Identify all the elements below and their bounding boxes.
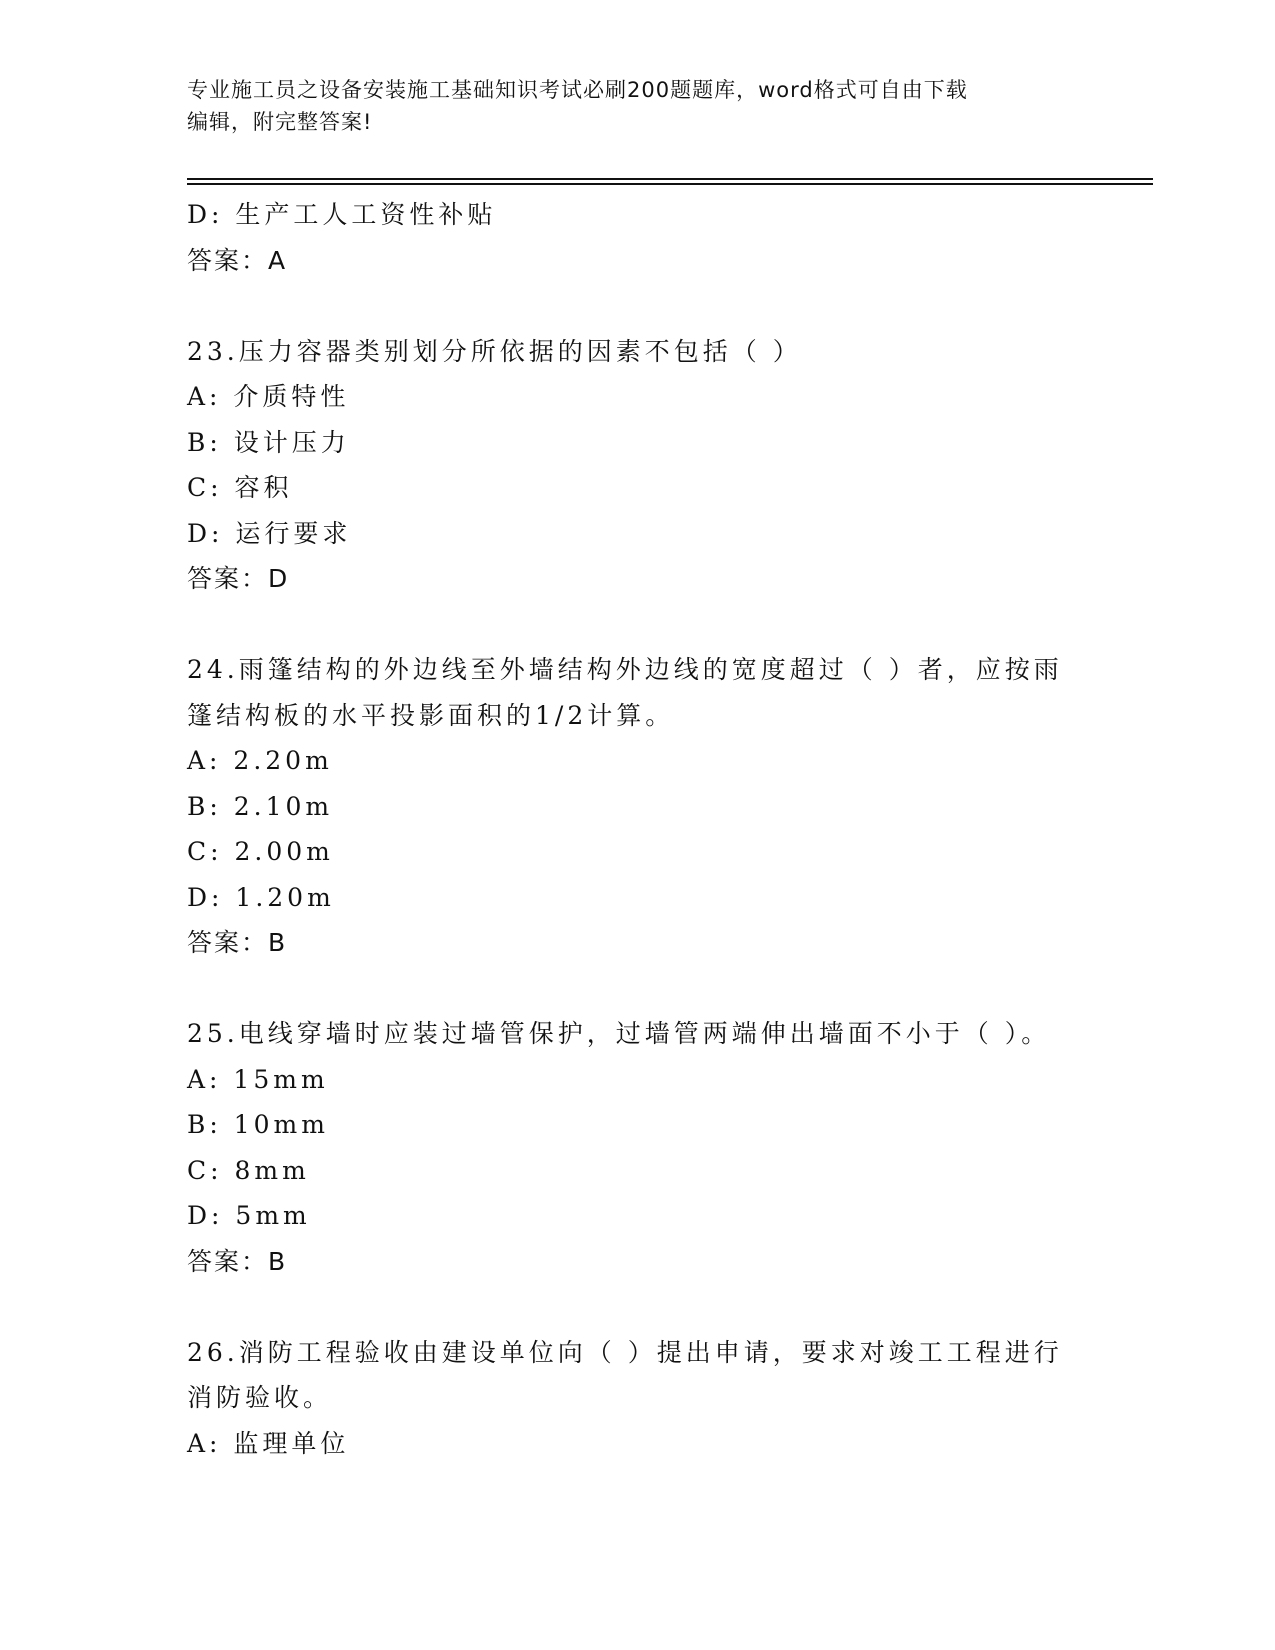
option-d: D: 1.20m [187, 882, 335, 912]
question-23 [187, 329, 1067, 602]
option-d: D: 5mm [187, 1201, 311, 1230]
question-stem: 25.电线穿墙时应装过墙管保护，过墙管两端伸出墙面不小于（ ）。 [187, 1019, 1051, 1048]
answer-line: 答案：A [187, 245, 288, 275]
option-a: A: 介质特性 [187, 382, 350, 411]
previous-question-tail [187, 192, 1067, 283]
header-line-2: 编辑，附完整答案! [187, 110, 373, 134]
option-a: A: 监理单位 [187, 1428, 350, 1458]
option-a: A: 2.20m [187, 746, 333, 775]
document-header [187, 74, 1067, 138]
option-d: D: 生产工人工资性补贴 [187, 200, 497, 229]
option-b: B: 10mm [187, 1110, 329, 1139]
question-stem-line-2: 篷结构板的水平投影面积的1/2计算。 [187, 700, 675, 730]
question-stem-line-2: 消防验收。 [187, 1383, 333, 1412]
header-line-1: 专业施工员之设备安装施工基础知识考试必刷200题题库，word格式可自由下载 [187, 78, 968, 102]
answer-line: 答案：B [187, 1246, 288, 1276]
question-stem-line-1: 26.消防工程验收由建设单位向（ ）提出申请，要求对竣工工程进行 [187, 1337, 1063, 1367]
option-c: C: 2.00m [187, 837, 334, 866]
question-25 [187, 1011, 1067, 1284]
answer-line: 答案：D [187, 564, 290, 593]
option-b: B: 设计压力 [187, 427, 350, 457]
question-stem: 23.压力容器类别划分所依据的因素不包括（ ） [187, 336, 802, 366]
option-c: C: 容积 [187, 473, 293, 502]
answer-line: 答案：B [187, 928, 288, 957]
option-d: D: 运行要求 [187, 518, 352, 548]
header-divider-bottom [187, 183, 1153, 185]
option-c: C: 8mm [187, 1155, 310, 1185]
option-b: B: 2.10m [187, 791, 334, 821]
header-divider-top [187, 178, 1153, 180]
option-a: A: 15mm [187, 1064, 329, 1094]
question-26 [187, 1330, 1067, 1467]
question-24 [187, 647, 1067, 966]
question-stem-line-1: 24.雨篷结构的外边线至外墙结构外边线的宽度超过（ ）者，应按雨 [187, 655, 1063, 684]
question-list [187, 192, 1067, 1466]
